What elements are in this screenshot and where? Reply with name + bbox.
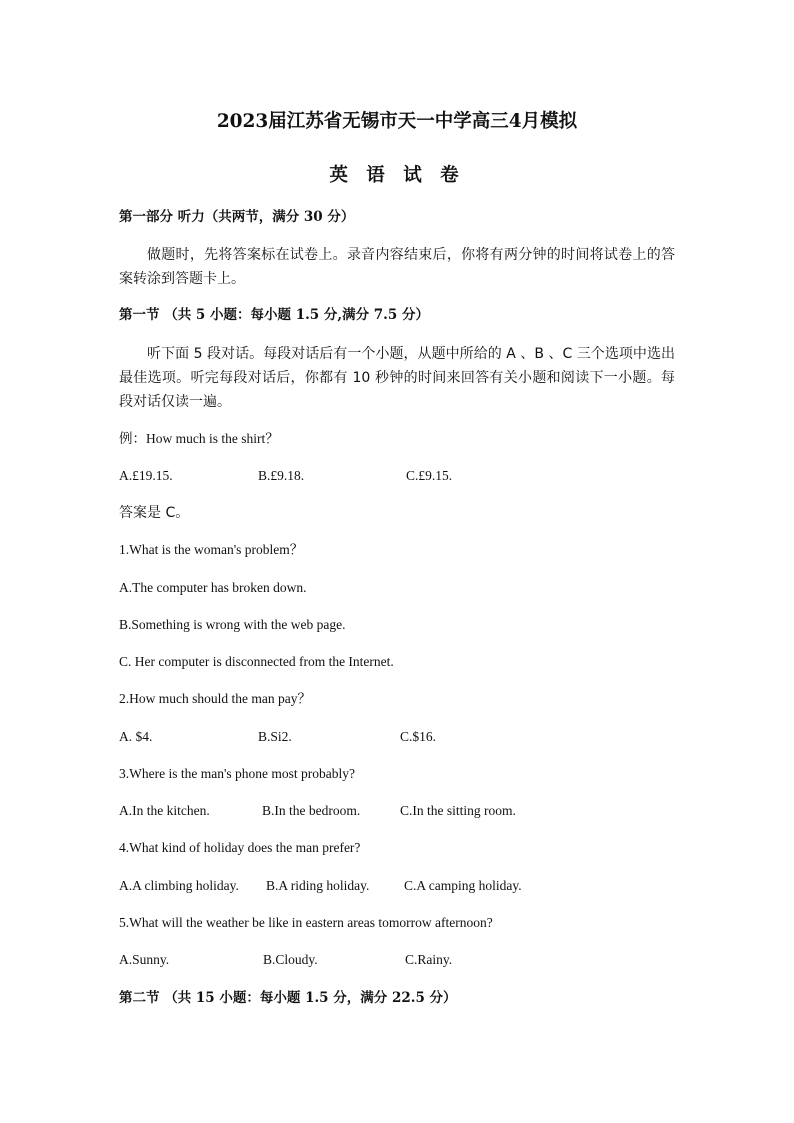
question-3-option-a: A.In the kitchen.: [119, 803, 210, 818]
example-question: 例：How much is the shirt？: [119, 431, 279, 446]
section1-heading: 第一节 （共 5 小题：每小题 1.5 分,满分 7.5 分）: [119, 307, 429, 323]
question-5-stem: 5.What will the weather be like in eastern areas tomorrow afternoon?: [119, 915, 493, 930]
section2-heading: 第二节 （共 15 小题：每小题 1.5 分，满分 22.5 分）: [119, 990, 457, 1006]
question-5-option-b: B.Cloudy.: [263, 952, 318, 967]
exam-subtitle: 英 语 试 卷: [329, 165, 465, 186]
example-option-a: A.£19.15.: [119, 468, 173, 483]
question-5-option-a: A.Sunny.: [119, 952, 170, 967]
question-3-option-b: B.In the bedroom.: [262, 803, 361, 818]
question-1-option-c: C. Her computer is disconnected from the Internet.: [119, 654, 394, 669]
question-2-stem: 2.How much should the man pay？: [119, 691, 311, 706]
question-1-stem: 1.What is the woman's problem？: [119, 542, 304, 557]
question-1-option-b: B.Something is wrong with the web page.: [119, 617, 346, 632]
exam-title: 2023届江苏省无锡市天一中学高三4月模拟: [216, 111, 578, 132]
question-2-option-b: B.Si2.: [258, 729, 292, 744]
question-1-option-a: A.The computer has broken down.: [119, 580, 307, 595]
example-option-b: B.£9.18.: [258, 468, 305, 483]
section1-instructions: 听下面 5 段对话。每段对话后有一个小题，从题中所给的 A 、B 、C 三个选项中选出最佳选项。听完每段对话后，你都有 10 秒钟的时间来回答有关小题和阅读下一小题。每段对话仅读一遍。: [119, 346, 675, 410]
part1-instructions: 做题时，先将答案标在试卷上。录音内容结束后，你将有两分钟的时间将试卷上的答案转涂到答题卡上。: [119, 247, 675, 287]
question-3-stem: 3.Where is the man's phone most probably?: [119, 766, 355, 781]
question-4-option-b: B.A riding holiday.: [266, 878, 370, 893]
part1-heading: 第一部分 听力（共两节，满分 30 分）: [119, 209, 355, 225]
question-4-option-a: A.A climbing holiday.: [119, 878, 239, 893]
question-2-option-a: A. $4.: [119, 729, 153, 744]
question-2-option-c: C.$16.: [400, 729, 437, 744]
question-3-option-c: C.In the sitting room.: [400, 803, 516, 818]
example-answer: 答案是 C。: [119, 505, 190, 521]
question-5-option-c: C.Rainy.: [405, 952, 453, 967]
question-4-stem: 4.What kind of holiday does the man prefer?: [119, 840, 361, 855]
example-option-c: C.£9.15.: [406, 468, 453, 483]
question-4-option-c: C.A camping holiday.: [404, 878, 522, 893]
